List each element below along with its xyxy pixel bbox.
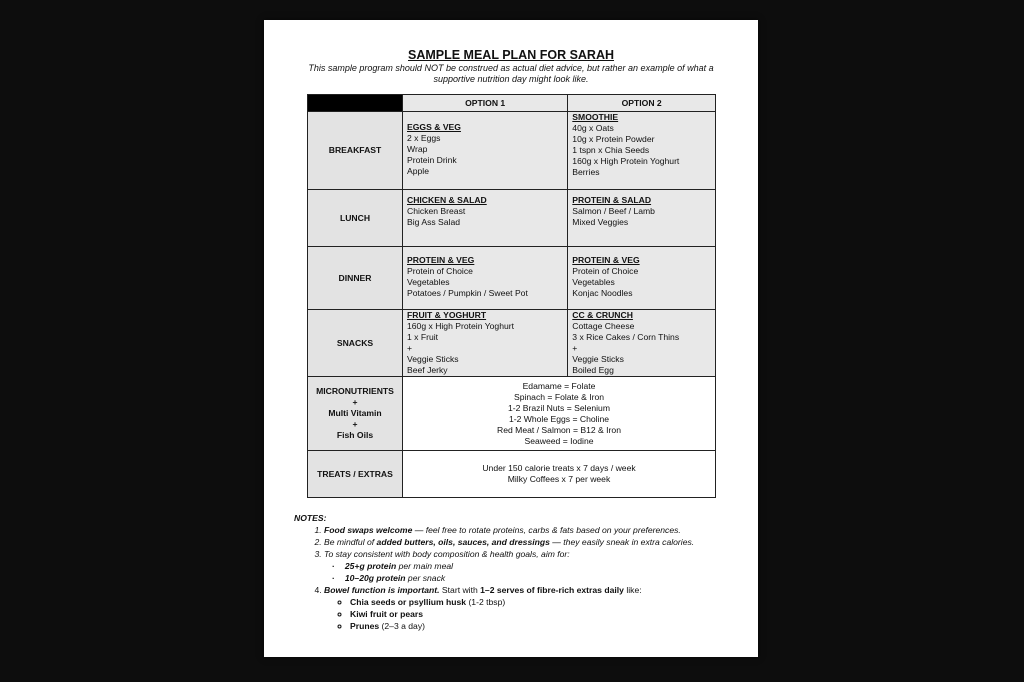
cell-dinner-option-1 <box>403 247 568 310</box>
meal-item: Protein of Choice <box>407 266 473 276</box>
note-text: per snack <box>405 573 446 583</box>
note-item <box>324 524 738 536</box>
meal-item: Cottage Cheese <box>572 321 635 331</box>
notes-list <box>294 524 738 632</box>
meal-item: Protein of Choice <box>572 266 639 276</box>
cell-treats <box>403 451 716 498</box>
document-subtitle: This sample program should NOT be construed as actual diet advice, but rather an example of what a supportive nutrition day might look like. <box>308 63 714 84</box>
plus-sign: + <box>352 397 358 407</box>
table-row-dinner <box>308 247 716 310</box>
note-text: Start with <box>439 585 481 595</box>
note-bold: Prunes <box>350 621 380 631</box>
table-header-row <box>308 95 716 112</box>
option-title: FRUIT & YOGHURT <box>407 310 487 320</box>
cell-breakfast-option-2 <box>568 112 716 190</box>
micronutrients-label: MICRONUTRIENTS <box>316 386 394 396</box>
note-bold: 10–20g protein <box>344 573 406 583</box>
notes-heading: NOTES: <box>294 513 327 523</box>
cell-snacks-option-2 <box>568 310 716 377</box>
meal-item: Wrap <box>407 144 428 154</box>
option-title: PROTEIN & VEG <box>572 255 640 265</box>
note-text: (2–3 a day) <box>379 621 426 631</box>
cell-dinner-option-2 <box>568 247 716 310</box>
note-text: (1-2 tbsp) <box>466 597 506 607</box>
list-item <box>346 572 738 584</box>
note-text: — feel free to rotate proteins, carbs & fats based on your preferences. <box>412 525 681 535</box>
micronutrient-item: 1-2 Whole Eggs = Choline <box>508 413 610 424</box>
notes-section <box>294 512 738 632</box>
row-label-snacks: SNACKS <box>308 310 403 377</box>
multi-vitamin-label: Multi Vitamin <box>328 408 382 418</box>
fish-oils-label: Fish Oils <box>336 430 374 440</box>
meal-item: Chicken Breast <box>407 206 466 216</box>
row-label-micronutrients <box>308 377 403 451</box>
document-page <box>264 20 758 657</box>
row-label-treats: TREATS / EXTRAS <box>308 451 403 498</box>
meal-item: Veggie Sticks <box>407 354 459 364</box>
fibre-extras-list <box>324 596 738 632</box>
table-row-breakfast <box>308 112 716 190</box>
note-bold: Bowel function is important. <box>324 585 440 595</box>
meal-item: 1 x Fruit <box>407 332 439 342</box>
note-item <box>324 536 738 548</box>
cell-lunch-option-2 <box>568 190 716 247</box>
note-text: per main meal <box>396 561 454 571</box>
cell-micronutrients <box>403 377 716 451</box>
micronutrient-item: Spinach = Folate & Iron <box>513 391 605 402</box>
list-item <box>350 620 738 632</box>
treat-item: Milky Coffees x 7 per week <box>507 474 611 484</box>
meal-item: 160g x High Protein Yoghurt <box>572 156 680 166</box>
row-label-breakfast: BREAKFAST <box>308 112 403 190</box>
option-title: CC & CRUNCH <box>572 310 633 320</box>
meal-item: + <box>407 343 413 353</box>
meal-item: 2 x Eggs <box>407 133 441 143</box>
meal-item: Potatoes / Pumpkin / Sweet Pot <box>407 288 528 298</box>
meal-item: Mixed Veggies <box>572 217 629 227</box>
note-item <box>324 548 738 584</box>
table-corner-cell <box>308 95 403 112</box>
option-title: EGGS & VEG <box>407 122 461 132</box>
list-item <box>350 596 738 608</box>
treat-item: Under 150 calorie treats x 7 days / week <box>482 463 636 473</box>
meal-item: Boiled Egg <box>572 365 614 375</box>
note-text: To stay consistent with body composition & health goals, aim for: <box>324 549 570 559</box>
table-row-lunch <box>308 190 716 247</box>
table-row-micronutrients <box>308 377 716 451</box>
row-label-dinner: DINNER <box>308 247 403 310</box>
meal-item: 40g x Oats <box>572 123 614 133</box>
meal-item: Veggie Sticks <box>572 354 624 364</box>
note-item <box>324 584 738 632</box>
header-option-2: OPTION 2 <box>568 95 716 112</box>
option-title: PROTEIN & SALAD <box>572 195 652 205</box>
row-label-lunch: LUNCH <box>308 190 403 247</box>
header-option-1: OPTION 1 <box>403 95 568 112</box>
note-bold: 1–2 serves of fibre-rich extras daily <box>480 585 624 595</box>
note-text: Be mindful of <box>324 537 377 547</box>
meal-item: Vegetables <box>407 277 450 287</box>
micronutrient-item: Seaweed = Iodine <box>524 435 594 446</box>
note-text: — they easily sneak in extra calories. <box>549 537 695 547</box>
note-bold: Food swaps welcome <box>324 525 413 535</box>
meal-item: Vegetables <box>572 277 615 287</box>
option-title: SMOOTHIE <box>572 112 619 122</box>
meal-item: 160g x High Protein Yoghurt <box>407 321 515 331</box>
meal-item: Big Ass Salad <box>407 217 461 227</box>
note-bold: added butters, oils, sauces, and dressings <box>376 537 550 547</box>
meal-item: + <box>572 343 578 353</box>
table-row-treats <box>308 451 716 498</box>
table-row-snacks <box>308 310 716 377</box>
plus-sign: + <box>352 419 358 429</box>
micronutrient-item: Red Meat / Salmon = B12 & Iron <box>497 424 621 435</box>
meal-item: Protein Drink <box>407 155 457 165</box>
meal-item: 3 x Rice Cakes / Corn Thins <box>572 332 680 342</box>
note-bold: 25+g protein <box>344 561 397 571</box>
meal-item: Berries <box>572 167 600 177</box>
cell-breakfast-option-1 <box>403 112 568 190</box>
note-bold: Chia seeds or psyllium husk <box>350 597 467 607</box>
note-text: like: <box>623 585 642 595</box>
list-item <box>346 560 738 572</box>
document-title: SAMPLE MEAL PLAN FOR SARAH <box>407 48 615 62</box>
micronutrient-item: Edamame = Folate <box>522 380 596 391</box>
cell-snacks-option-1 <box>403 310 568 377</box>
meal-item: 1 tspn x Chia Seeds <box>572 145 650 155</box>
meal-plan-table <box>307 94 716 498</box>
meal-item: 10g x Protein Powder <box>572 134 655 144</box>
meal-item: Apple <box>407 166 429 176</box>
cell-lunch-option-1 <box>403 190 568 247</box>
option-title: PROTEIN & VEG <box>407 255 475 265</box>
note-bold: Kiwi fruit or pears <box>350 609 424 619</box>
micronutrient-item: 1-2 Brazil Nuts = Selenium <box>508 402 610 413</box>
protein-targets-list <box>324 560 738 584</box>
meal-item: Salmon / Beef / Lamb <box>572 206 655 216</box>
option-title: CHICKEN & SALAD <box>407 195 487 205</box>
list-item <box>350 608 738 620</box>
meal-item: Konjac Noodles <box>572 288 633 298</box>
meal-item: Beef Jerky <box>407 365 448 375</box>
